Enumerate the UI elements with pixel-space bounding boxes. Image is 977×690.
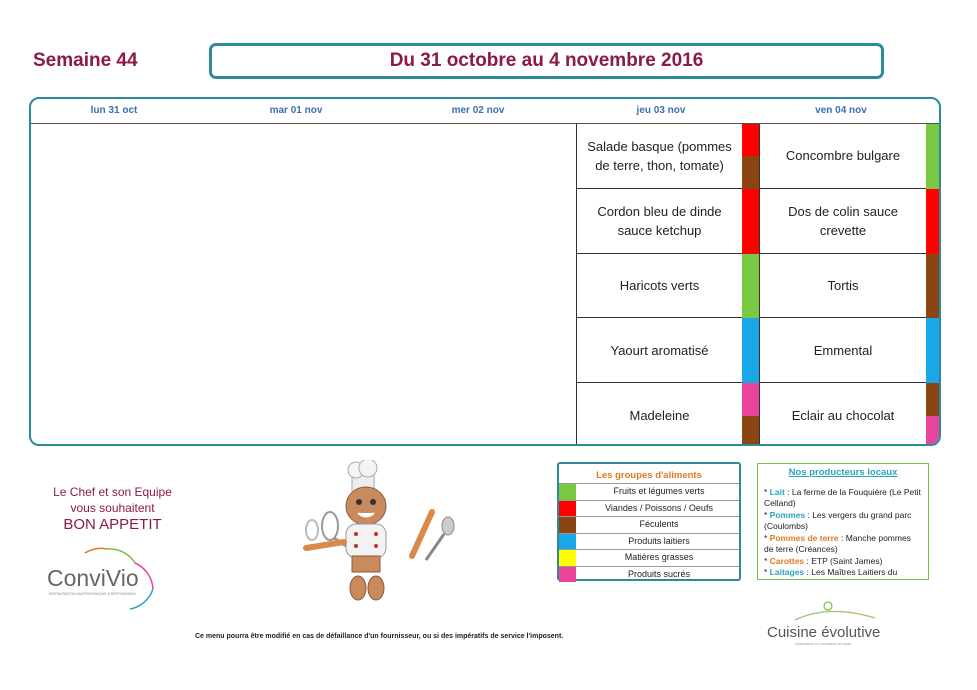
friday-food-group-marker [926, 383, 941, 415]
legend-color-swatch [559, 517, 576, 533]
thursday-column [576, 124, 759, 446]
week-label: Semaine 44 [33, 50, 138, 71]
friday-dish-5: Eclair au chocolat [760, 383, 941, 446]
thursday-dish-2: Cordon bleu de dinde sauce ketchup [577, 189, 760, 254]
producer-product: Carottes [769, 555, 805, 566]
day-header-mon: lun 31 oct [90, 105, 138, 116]
legend-label: Féculents [639, 519, 679, 529]
legend-item [559, 500, 739, 517]
producer-name: : ETP (Saint James) [804, 555, 883, 566]
friday-column [759, 124, 941, 446]
producer-item: * Lait : La ferme de la Fouquière (Le Petit Celland) [764, 486, 921, 508]
friday-dish-1: Concombre bulgare [760, 124, 941, 189]
menu-table [29, 97, 941, 446]
legend-label: Matières grasses [624, 552, 694, 562]
friday-food-group-marker [926, 189, 941, 254]
friday-dish-2: Dos de colin sauce crevette [760, 189, 941, 254]
legend-color-swatch [559, 484, 576, 500]
producer-product: Lait [769, 486, 785, 497]
thursday-dish-4: Yaourt aromatisé [577, 318, 760, 383]
legend-item [559, 483, 739, 500]
legend-color-swatch [559, 550, 576, 566]
legend-title: Les groupes d'aliments [596, 470, 702, 481]
legend-label: Produits sucrés [627, 568, 691, 579]
legend-color-swatch [559, 501, 576, 517]
chef-line-1: Le Chef et son Equipe [53, 485, 172, 499]
legend-item [559, 533, 739, 550]
cuisine-evolutive-logo [765, 600, 905, 648]
producer-product: Pommes [769, 509, 806, 520]
friday-dish-3: Tortis [760, 254, 941, 319]
thursday-food-group-marker [742, 124, 759, 156]
legend-item [559, 566, 739, 583]
thursday-food-group-marker [742, 318, 759, 383]
convivio-wordmark: ConviVio [47, 565, 139, 591]
producer-item: * Pommes de terre : Manche pommes de terre (Créances) [764, 532, 911, 554]
convivio-tagline: RESTAURATION GASTRONOMIQUE & RESPONSABLE [49, 592, 136, 596]
day-header-tue: mar 01 nov [269, 105, 323, 116]
producer-product: Laitages [769, 567, 805, 577]
friday-food-group-marker [926, 254, 941, 319]
cuisine-wordmark: Cuisine évolutive [767, 624, 881, 641]
footer-disclaimer: Ce menu pourra être modifié en cas de défaillance d'un fournisseur, ou si des impératifs de service l'imposent. [195, 633, 564, 640]
legend-color-swatch [559, 567, 576, 583]
producer-name: : La ferme de la Fouquière (Le Petit Celland) [764, 486, 921, 508]
legend-item [559, 516, 739, 533]
local-producers-box [757, 463, 929, 580]
thursday-food-group-marker [742, 189, 759, 254]
thursday-food-group-marker [742, 416, 759, 446]
legend-label: Fruits et légumes verts [613, 486, 705, 496]
producer-name: : Les Maîtres Laitiers du [804, 567, 898, 577]
producers-title: Nos producteurs locaux [788, 467, 898, 478]
producer-product: Pommes de terre [769, 532, 839, 543]
producer-name: : Manche pommes de terre (Créances) [764, 532, 911, 554]
legend-label: Viandes / Poissons / Oeufs [605, 502, 713, 513]
thursday-dish-3: Haricots verts [577, 254, 760, 319]
date-range-title: Du 31 octobre au 4 novembre 2016 [209, 43, 884, 79]
producer-item: * Laitages : Les Maîtres Laitiers du [764, 567, 898, 577]
friday-food-group-marker [926, 124, 941, 189]
friday-food-group-marker [926, 318, 941, 383]
producer-name: : Les vergers du grand parc (Coulombs) [764, 509, 912, 531]
thursday-food-group-marker [742, 383, 759, 415]
chef-line-2: vous souhaitent [70, 501, 155, 515]
day-header-thu: jeu 03 nov [636, 105, 686, 116]
friday-dish-4: Emmental [760, 318, 941, 383]
thursday-food-group-marker [742, 156, 759, 188]
food-groups-legend [557, 462, 741, 581]
convivio-logo [45, 543, 170, 613]
thursday-food-group-marker [742, 254, 759, 319]
thursday-dish-5: Madeleine [577, 383, 760, 446]
legend-item [559, 549, 739, 566]
producer-item: * Carottes : ETP (Saint James) [764, 555, 883, 566]
producer-item: * Pommes : Les vergers du grand parc (Coulombs) [764, 509, 912, 531]
day-header-wed: mer 02 nov [451, 105, 505, 116]
friday-food-group-marker [926, 416, 941, 446]
chef-line-3: BON APPETIT [63, 516, 162, 533]
chef-mascot-illustration [300, 460, 460, 605]
legend-label: Produits laitiers [628, 535, 690, 546]
legend-color-swatch [559, 534, 576, 550]
cuisine-tagline: restauration et conception de repas [795, 642, 852, 646]
thursday-dish-1: Salade basque (pommes de terre, thon, tomate) [577, 124, 760, 189]
day-header-fri: ven 04 nov [815, 105, 867, 116]
